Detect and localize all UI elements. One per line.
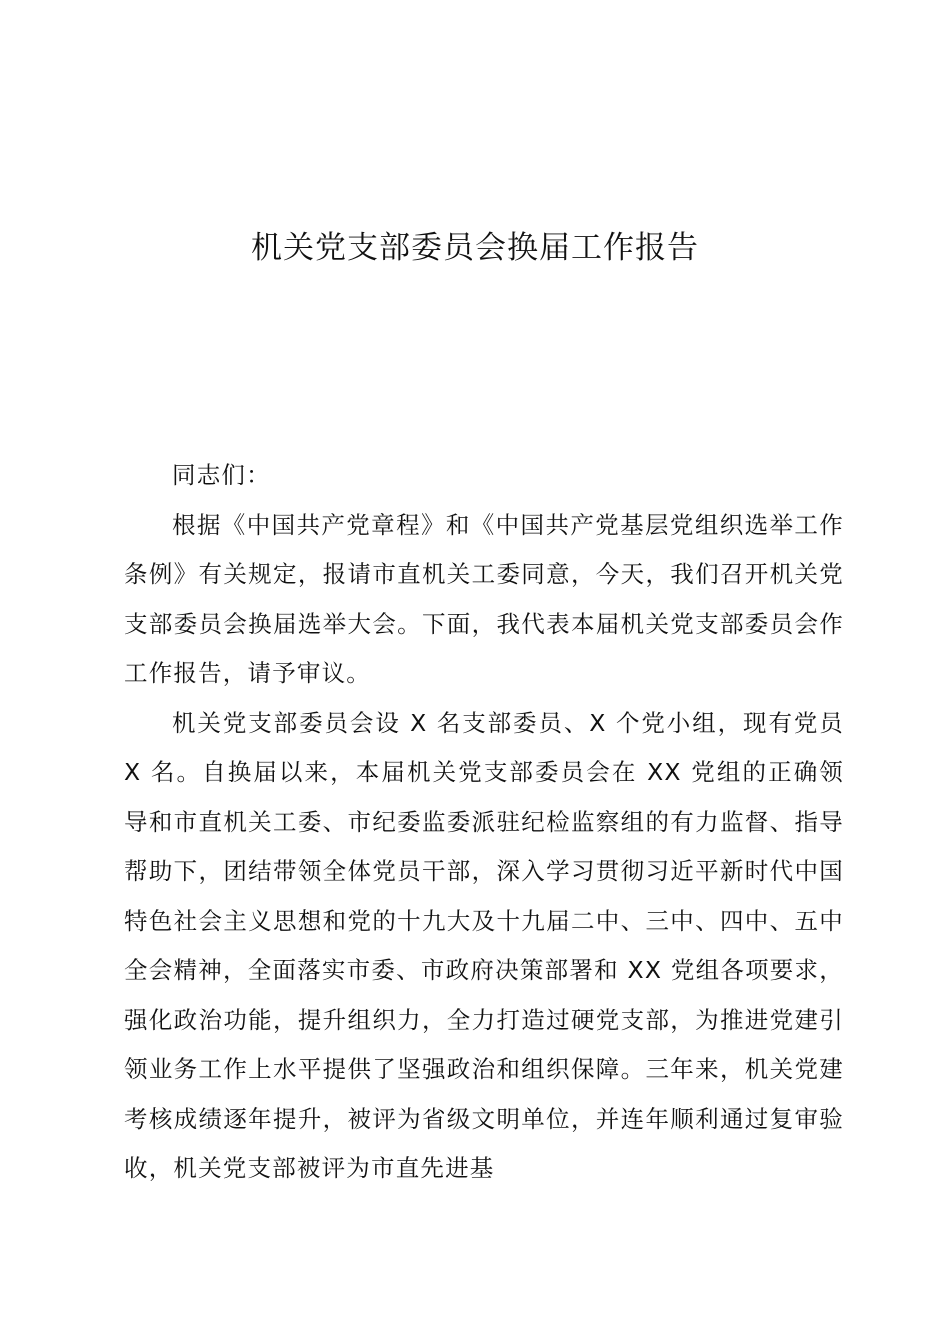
salutation: 同志们： [172,461,271,489]
paragraph-2: 机关党支部委员会设 X 名支部委员、X 个党小组，现有党员 X 名。自换届以来，本届机关党支部委员会在 XX 党组的正确领导和市直机关工委、市纪委监委派驻纪检监察组的有力监督、指导帮助下，团结带领全体党员干部，深入学习贯彻习近平新时代中国特色社会主义思想和党的十九大及十九届二中、三中、四中、五中全会精神，全面落实市委、市政府决策部署和 XX 党组各项要求，强化政治功能，提升组织力，全力打造过硬党支部，为推进党建引领业务工作上水平提供了坚强政治和组织保障。三年来，机关党建考核成绩逐年提升，被评为省级文明单位，并连年顺利通过复审验收，机关党支部被评为市直先进基 [124,708,844,1182]
document-title: 机关党支部委员会换届工作报告 [251,230,699,266]
paragraph-1: 根据《中国共产党章程》和《中国共产党基层党组织选举工作条例》有关规定，报请市直机关工委同意，今天，我们召开机关党支部委员会换届选举大会。下面，我代表本届机关党支部委员会作工作报告，请予审议。 [124,510,844,687]
document-body [124,451,844,1194]
